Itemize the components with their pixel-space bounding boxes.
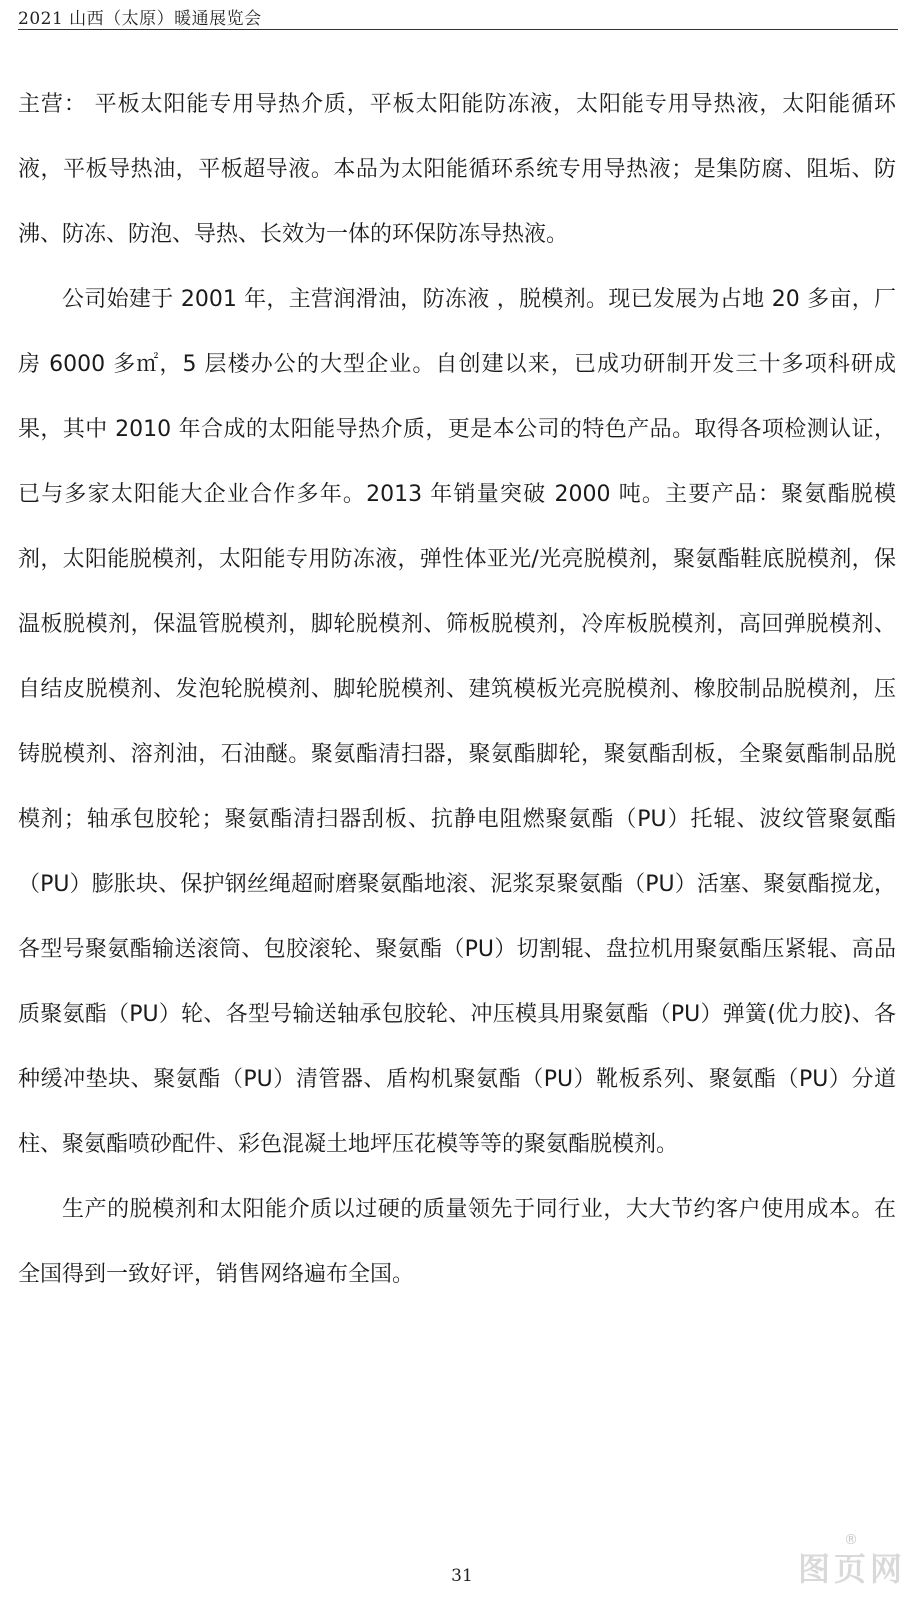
header-divider xyxy=(18,29,898,30)
watermark-registered-mark: ® xyxy=(844,1532,858,1548)
watermark-logo: 图页网 xyxy=(797,1550,906,1588)
running-header: 2021 山西（太原）暖通展览会 xyxy=(18,9,262,29)
paragraph-quality-statement: 生产的脱模剂和太阳能介质以过硬的质量领先于同行业，大大节约客户使用成本。在全国得到一致好评，销售网络遍布全国。 xyxy=(18,1197,896,1287)
paragraph-company-history: 公司始建于 2001 年，主营润滑油，防冻液 ，脱模剂。现已发展为占地 20 多亩，厂房 6000 多㎡，5 层楼办公的大型企业。自创建以来，已成功研制开发三十多项科研成果，其中 2010 年合成的太阳能导热介质，更是本公司的特色产品。取得各项检测认证，已与多家太阳能大企业合作多年。2013 年销量突破 2000 吨。主要产品：聚氨酯脱模剂，太阳能脱模剂，太阳能专用防冻液，弹性体亚光/光亮脱模剂，聚氨酯鞋底脱模剂，保温板脱模剂，保温管脱模剂，脚轮脱模剂、筛板脱模剂，冷库板脱模剂，高回弹脱模剂、自结皮脱模剂、发泡轮脱模剂、脚轮脱模剂、建筑模板光亮脱模剂、橡胶制品脱模剂，压铸脱模剂、溶剂油，石油醚。聚氨酯清扫器，聚氨酯脚轮，聚氨酯刮板，全聚氨酯制品脱模剂；轴承包胶轮；聚氨酯清扫器刮板、抗静电阻燃聚氨酯（PU）托辊、波纹管聚氨酯（PU）膨胀块、保护钢丝绳超耐磨聚氨酯地滚、泥浆泵聚氨酯（PU）活塞、聚氨酯搅龙，各型号聚氨酯输送滚筒、包胶滚轮、聚氨酯（PU）切割辊、盘拉机用聚氨酯压紧辊、高品质聚氨酯（PU）轮、各型号输送轴承包胶轮、冲压模具用聚氨酯（PU）弹簧(优力胶)、各种缓冲垫块、聚氨酯（PU）清管器、盾构机聚氨酯（PU）靴板系列、聚氨酯（PU）分道柱、聚氨酯喷砂配件、彩色混凝土地坪压花模等等的聚氨酯脱模剂。 xyxy=(18,287,896,1157)
paragraph-main-business: 主营： 平板太阳能专用导热介质，平板太阳能防冻液，太阳能专用导热液，太阳能循环液，平板导热油，平板超导液。本品为太阳能循环系统专用导热液；是集防腐、阻垢、防沸、防冻、防泡、导热、长效为一体的环保防冻导热液。 xyxy=(18,92,896,247)
document-body xyxy=(18,72,896,1307)
page-number: 31 xyxy=(451,1566,473,1586)
